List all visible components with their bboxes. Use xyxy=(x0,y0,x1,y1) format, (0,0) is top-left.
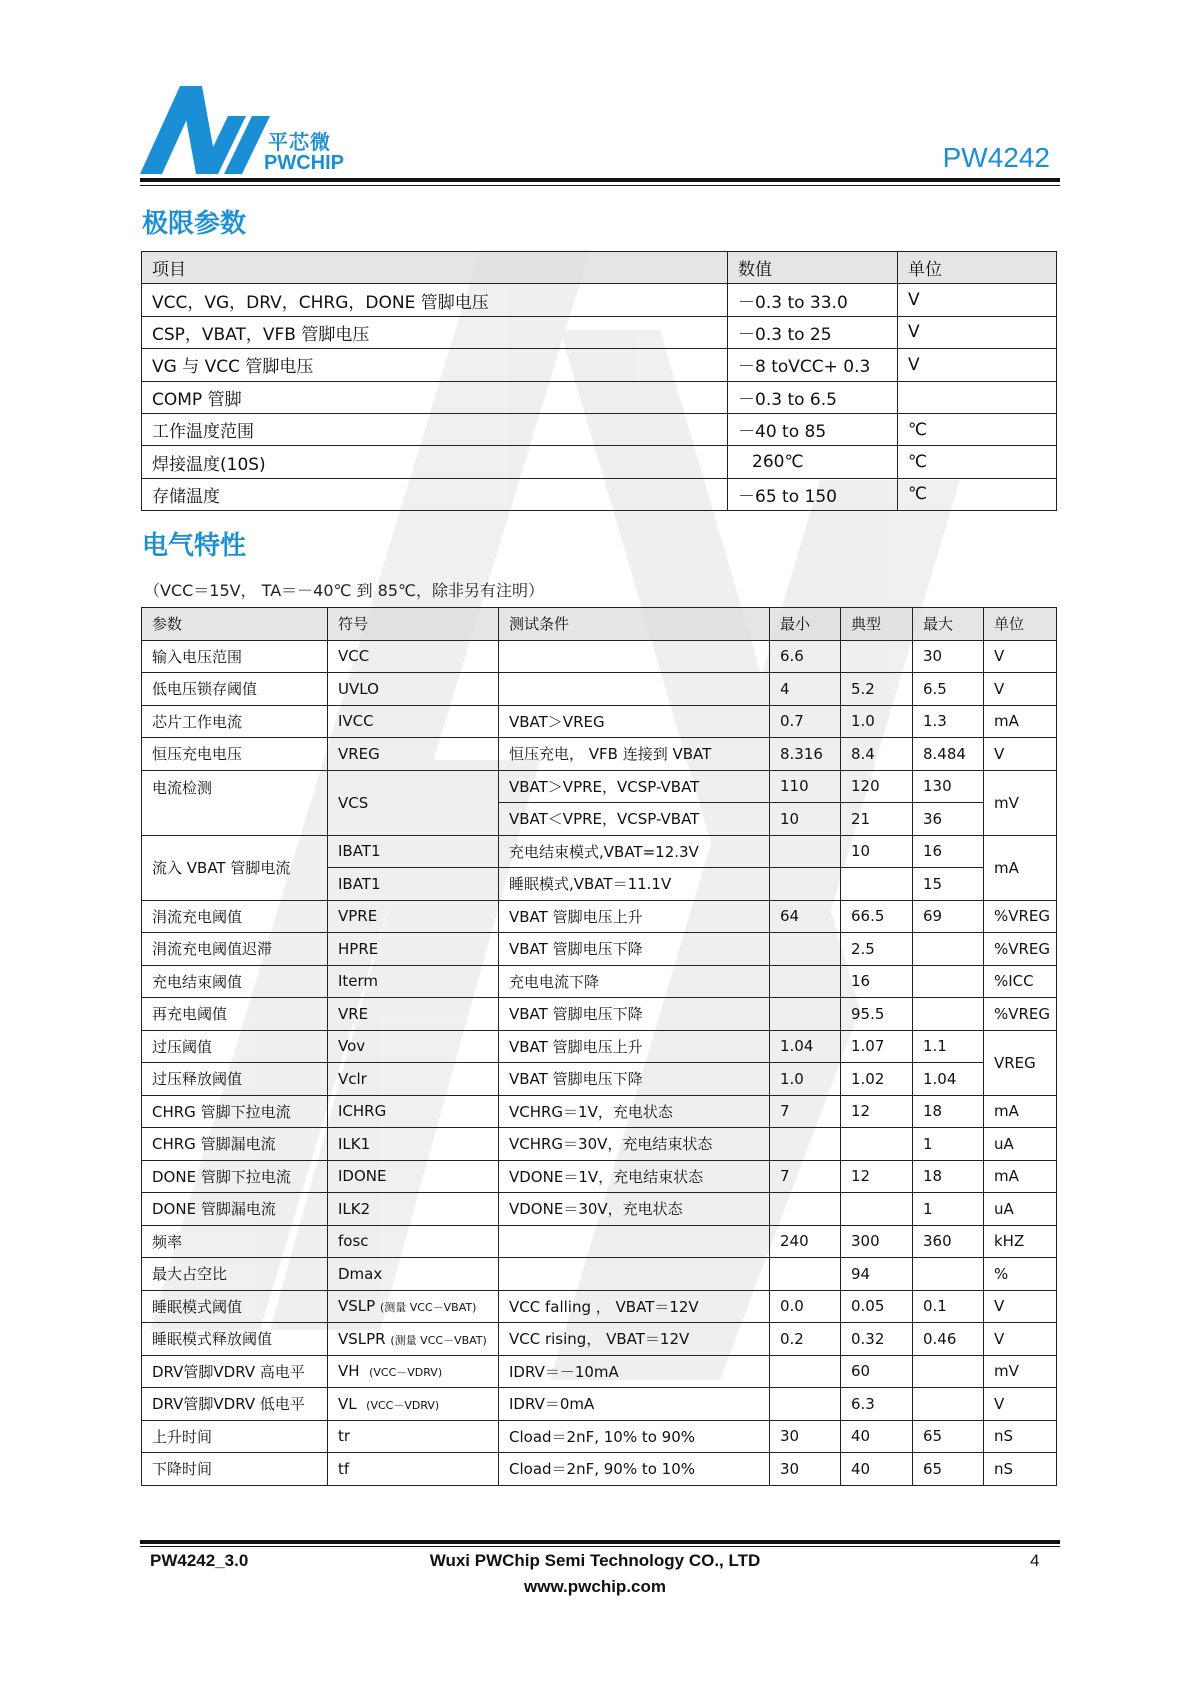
logo-mark-icon xyxy=(140,86,270,176)
typ-cell: 5.2 xyxy=(841,673,913,706)
min-cell xyxy=(770,1193,841,1226)
table-row xyxy=(142,1323,1057,1356)
typ-cell: 1.02 xyxy=(841,1063,913,1096)
typ-cell: 12 xyxy=(841,1160,913,1193)
min-cell xyxy=(770,998,841,1031)
header-rule-thin xyxy=(140,185,1060,186)
table-cell: －0.3 to 6.5 xyxy=(728,381,898,413)
table-cell: －0.3 to 25 xyxy=(728,316,898,348)
min-cell: 1.0 xyxy=(770,1063,841,1096)
table-row xyxy=(142,900,1057,933)
column-header: 测试条件 xyxy=(499,608,770,641)
symbol-note: (测量 VCC－VBAT) xyxy=(390,1333,487,1347)
table-row xyxy=(142,316,1057,348)
table-cell: CSP，VBAT，VFB 管脚电压 xyxy=(142,316,728,348)
min-cell: 8.316 xyxy=(770,738,841,771)
column-header: 最小 xyxy=(770,608,841,641)
column-header: 单位 xyxy=(898,252,1057,284)
symbol-cell: VRE xyxy=(328,998,499,1031)
table-row xyxy=(142,1388,1057,1421)
table-cell: 260℃ xyxy=(728,446,898,478)
min-cell xyxy=(770,1388,841,1421)
section-title-abs-max: 极限参数 xyxy=(142,209,247,239)
max-cell xyxy=(913,1388,984,1421)
unit-cell: mV xyxy=(984,1355,1057,1388)
unit-cell: %VREG xyxy=(984,933,1057,966)
unit-cell: %VREG xyxy=(984,998,1057,1031)
table-row xyxy=(142,381,1057,413)
min-cell xyxy=(770,1128,841,1161)
table-row xyxy=(142,770,1057,803)
column-header: 典型 xyxy=(841,608,913,641)
param-cell: 涓流充电阈值迟滞 xyxy=(142,933,328,966)
table-header-row xyxy=(142,608,1057,641)
symbol-cell xyxy=(328,1323,499,1356)
param-cell: DONE 管脚下拉电流 xyxy=(142,1160,328,1193)
footer-rule-thin xyxy=(140,1546,1060,1547)
table-cell: ℃ xyxy=(898,446,1057,478)
condition-cell: VCC falling ， VBAT＝12V xyxy=(499,1290,770,1323)
unit-cell: VREG xyxy=(984,1030,1057,1095)
max-cell: 1.04 xyxy=(913,1063,984,1096)
unit-cell: mA xyxy=(984,1160,1057,1193)
table-row xyxy=(142,673,1057,706)
condition-cell xyxy=(499,640,770,673)
table-cell: VG 与 VCC 管脚电压 xyxy=(142,349,728,381)
table-row xyxy=(142,284,1057,316)
table-row xyxy=(142,965,1057,998)
condition-cell xyxy=(499,1258,770,1291)
table-row xyxy=(142,933,1057,966)
min-cell: 1.04 xyxy=(770,1030,841,1063)
symbol-cell: IBAT1 xyxy=(328,835,499,868)
param-cell: 输入电压范围 xyxy=(142,640,328,673)
max-cell: 0.1 xyxy=(913,1290,984,1323)
section-title-electrical: 电气特性 xyxy=(142,531,247,561)
min-cell xyxy=(770,965,841,998)
table-row xyxy=(142,1290,1057,1323)
max-cell: 0.46 xyxy=(913,1323,984,1356)
symbol-cell: tr xyxy=(328,1420,499,1453)
max-cell: 36 xyxy=(913,803,984,836)
typ-cell: 95.5 xyxy=(841,998,913,1031)
max-cell: 16 xyxy=(913,835,984,868)
param-cell: 下降时间 xyxy=(142,1453,328,1486)
max-cell xyxy=(913,998,984,1031)
header-rule xyxy=(140,178,1060,182)
table-cell: －0.3 to 33.0 xyxy=(728,284,898,316)
symbol-cell: tf xyxy=(328,1453,499,1486)
condition-cell: VBAT＞VPRE，VCSP-VBAT xyxy=(499,770,770,803)
typ-cell: 16 xyxy=(841,965,913,998)
typ-cell: 1.0 xyxy=(841,705,913,738)
param-cell: DONE 管脚漏电流 xyxy=(142,1193,328,1226)
table-header-row xyxy=(142,252,1057,284)
unit-cell: mA xyxy=(984,705,1057,738)
max-cell: 6.5 xyxy=(913,673,984,706)
table-row xyxy=(142,446,1057,478)
table-cell: VCC，VG，DRV，CHRG，DONE 管脚电压 xyxy=(142,284,728,316)
param-cell: 最大占空比 xyxy=(142,1258,328,1291)
max-cell: 1 xyxy=(913,1193,984,1226)
param-cell: 低电压锁存阈值 xyxy=(142,673,328,706)
param-cell: CHRG 管脚下拉电流 xyxy=(142,1095,328,1128)
symbol-cell: ILK1 xyxy=(328,1128,499,1161)
typ-cell: 1.07 xyxy=(841,1030,913,1063)
unit-cell: % xyxy=(984,1258,1057,1291)
param-cell: 上升时间 xyxy=(142,1420,328,1453)
symbol-text: VSLP xyxy=(338,1297,376,1316)
max-cell xyxy=(913,1258,984,1291)
min-cell xyxy=(770,933,841,966)
param-cell: 流入 VBAT 管脚电流 xyxy=(142,835,328,900)
max-cell: 15 xyxy=(913,868,984,901)
footer-doc-version: PW4242_3.0 xyxy=(150,1551,249,1570)
min-cell: 0.0 xyxy=(770,1290,841,1323)
logo-english-text: PWCHIP xyxy=(264,152,344,174)
typ-cell xyxy=(841,640,913,673)
min-cell: 0.2 xyxy=(770,1323,841,1356)
typ-cell xyxy=(841,868,913,901)
table-row xyxy=(142,1030,1057,1063)
typ-cell: 8.4 xyxy=(841,738,913,771)
unit-cell: V xyxy=(984,673,1057,706)
min-cell: 6.6 xyxy=(770,640,841,673)
max-cell: 18 xyxy=(913,1095,984,1128)
condition-cell: VBAT＞VREG xyxy=(499,705,770,738)
table-row xyxy=(142,349,1057,381)
table-cell: V xyxy=(898,349,1057,381)
max-cell: 30 xyxy=(913,640,984,673)
param-cell: 芯片工作电流 xyxy=(142,705,328,738)
typ-cell xyxy=(841,1128,913,1161)
unit-cell: V xyxy=(984,1323,1057,1356)
symbol-cell: fosc xyxy=(328,1225,499,1258)
table-cell: ℃ xyxy=(898,413,1057,445)
table-row xyxy=(142,1453,1057,1486)
unit-cell: V xyxy=(984,738,1057,771)
symbol-cell: HPRE xyxy=(328,933,499,966)
table-cell: V xyxy=(898,316,1057,348)
min-cell xyxy=(770,1355,841,1388)
unit-cell: mA xyxy=(984,1095,1057,1128)
max-cell: 65 xyxy=(913,1420,984,1453)
condition-cell: VDONE＝1V，充电结束状态 xyxy=(499,1160,770,1193)
table-cell: －65 to 150 xyxy=(728,478,898,510)
typ-cell: 2.5 xyxy=(841,933,913,966)
condition-cell: 睡眠模式,VBAT＝11.1V xyxy=(499,868,770,901)
param-cell: 电流检测 xyxy=(142,770,328,835)
max-cell: 18 xyxy=(913,1160,984,1193)
condition-cell: VBAT 管脚电压下降 xyxy=(499,933,770,966)
condition-cell: VBAT 管脚电压上升 xyxy=(499,1030,770,1063)
typ-cell: 120 xyxy=(841,770,913,803)
page-number: 4 xyxy=(1030,1551,1040,1570)
min-cell: 10 xyxy=(770,803,841,836)
max-cell: 130 xyxy=(913,770,984,803)
unit-cell: kHZ xyxy=(984,1225,1057,1258)
table-row xyxy=(142,738,1057,771)
symbol-text: VH xyxy=(338,1362,360,1381)
table-row xyxy=(142,640,1057,673)
table-row xyxy=(142,1193,1057,1226)
param-cell: 充电结束阈值 xyxy=(142,965,328,998)
symbol-text: VSLPR xyxy=(338,1329,386,1348)
unit-cell: V xyxy=(984,1290,1057,1323)
symbol-text: VL xyxy=(338,1394,357,1413)
symbol-cell: Iterm xyxy=(328,965,499,998)
condition-cell: VBAT 管脚电压上升 xyxy=(499,900,770,933)
unit-cell: uA xyxy=(984,1193,1057,1226)
min-cell xyxy=(770,868,841,901)
param-cell: DRV管脚VDRV 低电平 xyxy=(142,1388,328,1421)
condition-cell: VBAT＜VPRE，VCSP-VBAT xyxy=(499,803,770,836)
column-header: 参数 xyxy=(142,608,328,641)
unit-cell: %ICC xyxy=(984,965,1057,998)
column-header: 符号 xyxy=(328,608,499,641)
condition-cell xyxy=(499,673,770,706)
document-part-number: PW4242 xyxy=(942,142,1050,173)
max-cell: 1.3 xyxy=(913,705,984,738)
typ-cell: 94 xyxy=(841,1258,913,1291)
symbol-note: (VCC－VDRV) xyxy=(369,1366,443,1380)
symbol-cell: Vclr xyxy=(328,1063,499,1096)
unit-cell: V xyxy=(984,640,1057,673)
symbol-cell xyxy=(328,1290,499,1323)
table-cell: V xyxy=(898,284,1057,316)
table-row xyxy=(142,1128,1057,1161)
param-cell: 再充电阈值 xyxy=(142,998,328,1031)
min-cell: 30 xyxy=(770,1420,841,1453)
max-cell xyxy=(913,1355,984,1388)
param-cell: 睡眠模式释放阈值 xyxy=(142,1323,328,1356)
table-row xyxy=(142,1420,1057,1453)
table-cell: 存储温度 xyxy=(142,478,728,510)
table-row xyxy=(142,705,1057,738)
symbol-cell: VREG xyxy=(328,738,499,771)
param-cell: 频率 xyxy=(142,1225,328,1258)
column-header: 单位 xyxy=(984,608,1057,641)
condition-cell: IDRV＝0mA xyxy=(499,1388,770,1421)
typ-cell: 60 xyxy=(841,1355,913,1388)
symbol-cell: IDONE xyxy=(328,1160,499,1193)
table-row xyxy=(142,413,1057,445)
symbol-cell: UVLO xyxy=(328,673,499,706)
param-cell: CHRG 管脚漏电流 xyxy=(142,1128,328,1161)
typ-cell: 12 xyxy=(841,1095,913,1128)
conditions-note: （VCC＝15V， TA＝－40℃ 到 85℃，除非另有注明） xyxy=(144,581,544,600)
unit-cell: %VREG xyxy=(984,900,1057,933)
symbol-cell: IBAT1 xyxy=(328,868,499,901)
unit-cell: nS xyxy=(984,1453,1057,1486)
condition-cell: 充电结束模式,VBAT=12.3V xyxy=(499,835,770,868)
typ-cell: 10 xyxy=(841,835,913,868)
symbol-note: (VCC－VDRV) xyxy=(366,1398,440,1412)
symbol-cell: VCS xyxy=(328,770,499,835)
param-cell: 睡眠模式阈值 xyxy=(142,1290,328,1323)
symbol-cell: VCC xyxy=(328,640,499,673)
table-row xyxy=(142,1258,1057,1291)
table-row xyxy=(142,1160,1057,1193)
abs-max-table xyxy=(141,251,1057,511)
electrical-characteristics-table xyxy=(141,607,1057,1486)
table-row xyxy=(142,998,1057,1031)
max-cell: 1 xyxy=(913,1128,984,1161)
typ-cell: 0.32 xyxy=(841,1323,913,1356)
param-cell: 过压释放阈值 xyxy=(142,1063,328,1096)
symbol-cell: VPRE xyxy=(328,900,499,933)
condition-cell: Cload＝2nF, 10% to 90% xyxy=(499,1420,770,1453)
min-cell: 4 xyxy=(770,673,841,706)
unit-cell: V xyxy=(984,1388,1057,1421)
condition-cell: IDRV＝－10mA xyxy=(499,1355,770,1388)
min-cell: 240 xyxy=(770,1225,841,1258)
condition-cell: 恒压充电， VFB 连接到 VBAT xyxy=(499,738,770,771)
typ-cell: 6.3 xyxy=(841,1388,913,1421)
min-cell: 110 xyxy=(770,770,841,803)
table-row xyxy=(142,1355,1057,1388)
condition-cell: VBAT 管脚电压下降 xyxy=(499,998,770,1031)
symbol-cell xyxy=(328,1388,499,1421)
table-cell: COMP 管脚 xyxy=(142,381,728,413)
table-row xyxy=(142,1225,1057,1258)
column-header: 数值 xyxy=(728,252,898,284)
table-row xyxy=(142,478,1057,510)
max-cell xyxy=(913,965,984,998)
footer-rule xyxy=(140,1540,1060,1544)
table-row xyxy=(142,835,1057,868)
param-cell: 过压阈值 xyxy=(142,1030,328,1063)
max-cell: 1.1 xyxy=(913,1030,984,1063)
unit-cell: uA xyxy=(984,1128,1057,1161)
typ-cell xyxy=(841,1193,913,1226)
column-header: 最大 xyxy=(913,608,984,641)
symbol-cell: Dmax xyxy=(328,1258,499,1291)
typ-cell: 300 xyxy=(841,1225,913,1258)
footer-company: Wuxi PWChip Semi Technology CO., LTD xyxy=(429,1551,761,1570)
condition-cell: VBAT 管脚电压下降 xyxy=(499,1063,770,1096)
logo-chinese-text: 平芯微 xyxy=(268,130,331,154)
max-cell: 8.484 xyxy=(913,738,984,771)
typ-cell: 40 xyxy=(841,1420,913,1453)
condition-cell: VCHRG＝30V，充电结束状态 xyxy=(499,1128,770,1161)
condition-cell: VCHRG＝1V，充电状态 xyxy=(499,1095,770,1128)
min-cell xyxy=(770,835,841,868)
table-cell xyxy=(898,381,1057,413)
condition-cell: Cload＝2nF, 90% to 10% xyxy=(499,1453,770,1486)
footer-url-link[interactable]: www.pwchip.com xyxy=(524,1577,666,1596)
symbol-note: (测量 VCC－VBAT) xyxy=(379,1301,477,1315)
symbol-cell: IVCC xyxy=(328,705,499,738)
param-cell: DRV管脚VDRV 高电平 xyxy=(142,1355,328,1388)
param-cell: 涓流充电阈值 xyxy=(142,900,328,933)
max-cell: 69 xyxy=(913,900,984,933)
column-header: 项目 xyxy=(142,252,728,284)
min-cell: 64 xyxy=(770,900,841,933)
unit-cell: mA xyxy=(984,835,1057,900)
symbol-cell xyxy=(328,1355,499,1388)
symbol-cell: ICHRG xyxy=(328,1095,499,1128)
typ-cell: 0.05 xyxy=(841,1290,913,1323)
condition-cell xyxy=(499,1225,770,1258)
table-cell: －8 toVCC+ 0.3 xyxy=(728,349,898,381)
typ-cell: 66.5 xyxy=(841,900,913,933)
min-cell: 30 xyxy=(770,1453,841,1486)
condition-cell: VDONE＝30V，充电状态 xyxy=(499,1193,770,1226)
max-cell: 360 xyxy=(913,1225,984,1258)
max-cell xyxy=(913,933,984,966)
table-cell: 工作温度范围 xyxy=(142,413,728,445)
condition-cell: 充电电流下降 xyxy=(499,965,770,998)
symbol-cell: ILK2 xyxy=(328,1193,499,1226)
condition-cell: VCC rising， VBAT＝12V xyxy=(499,1323,770,1356)
min-cell: 7 xyxy=(770,1095,841,1128)
unit-cell: mV xyxy=(984,770,1057,835)
max-cell: 65 xyxy=(913,1453,984,1486)
symbol-cell: Vov xyxy=(328,1030,499,1063)
table-cell: ℃ xyxy=(898,478,1057,510)
typ-cell: 21 xyxy=(841,803,913,836)
table-row xyxy=(142,1095,1057,1128)
min-cell: 0.7 xyxy=(770,705,841,738)
company-logo xyxy=(140,86,370,176)
table-cell: －40 to 85 xyxy=(728,413,898,445)
table-row xyxy=(142,1063,1057,1096)
min-cell: 7 xyxy=(770,1160,841,1193)
typ-cell: 40 xyxy=(841,1453,913,1486)
param-cell: 恒压充电电压 xyxy=(142,738,328,771)
min-cell xyxy=(770,1258,841,1291)
unit-cell: nS xyxy=(984,1420,1057,1453)
table-cell: 焊接温度(10S) xyxy=(142,446,728,478)
